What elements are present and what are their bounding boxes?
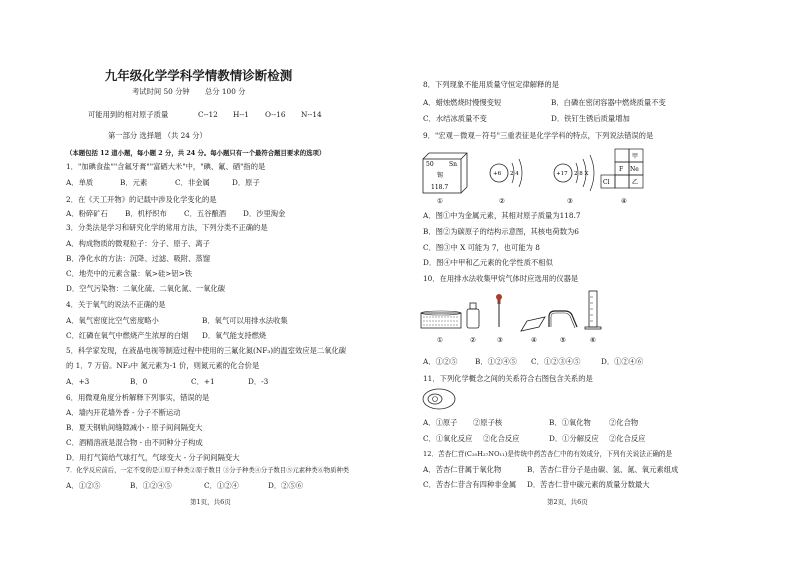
q9-option-a: A．图①中为金属元素，其相对原子质量为118.7 — [423, 211, 581, 220]
q12-option-b: B．苦杏仁苷分子是由碳、氢、氮、氧元素组成 — [527, 465, 679, 474]
delivery-tube-icon — [549, 311, 577, 328]
q8-stem: 8．下列现象不能用质量守恒定律解释的是 — [423, 80, 559, 89]
q3-option-b: B．净化水的方法：沉降、过滤、吸附、蒸馏 — [66, 254, 211, 263]
q2-option-d: D．沙里淘金 — [243, 209, 286, 218]
q7-option-a: A．①②⑤ — [66, 481, 101, 490]
q6-stem: 6．用微观角度分析解释下列事实，错误的是 — [66, 393, 210, 402]
atomic-mass-c: C--12 — [198, 110, 218, 119]
q5-option-a: A．+3 — [66, 377, 90, 386]
q3-option-d: D．空气污染物：二氧化硫、二氧化氮、一氧化碳 — [66, 284, 226, 293]
q10-label-1: ① — [437, 336, 443, 344]
q1-option-b: B．元素 — [120, 178, 148, 187]
exam-time: 考试时间 50 分钟 — [132, 87, 190, 96]
q4-option-b: B．氧气可以用排水法收集 — [202, 316, 288, 325]
q11-option-a: A．①原子 — [423, 418, 458, 427]
q7-option-b: B．①②④⑤ — [130, 481, 172, 490]
grid-cl: Cl — [603, 179, 610, 186]
q11-option-c-part2: ②化合反应 — [483, 434, 520, 443]
q11-stem: 11．下列化学概念之间的关系符合右图包含关系的是 — [423, 374, 593, 383]
atom3-shells: 2 8 X — [574, 171, 589, 177]
part-heading: 第一部分 选择题 （共 24 分） — [108, 131, 207, 140]
q1-option-d: D．原子 — [232, 178, 260, 187]
q10-stem: 10．在用排水法收集甲烷气体时应选用的仪器是 — [423, 274, 579, 283]
q5-option-d: D．-3 — [248, 377, 269, 386]
q9-element-tile — [423, 153, 467, 193]
q4-option-d: D．氧气能支持燃烧 — [202, 331, 267, 340]
q9-label-1: ① — [437, 197, 443, 205]
page-1-footer: 第1页，共6页 — [190, 498, 231, 506]
q4-stem: 4．关于氧气的说法不正确的是 — [66, 300, 166, 309]
q11-option-b-part2: ②化合物 — [609, 418, 639, 427]
q12-option-d: D．苦杏仁苷中碳元素的质量分数最大 — [527, 480, 650, 489]
q1-option-a: A．单质 — [66, 178, 94, 187]
q10-label-6: ⑥ — [590, 336, 596, 344]
q5-stem-line1: 5．科学家发现，在液晶电视等制造过程中使用的三氟化氮(NF₃)的温室效应是二氧化碳 — [66, 346, 347, 355]
atom2-shells: 2 4 — [510, 171, 519, 177]
q7-option-c: C．①②④ — [204, 481, 239, 490]
page-2-footer: 第2页，共6页 — [547, 498, 588, 506]
q11-option-a-part2: ②原子核 — [473, 418, 503, 427]
q9-label-4: ④ — [621, 197, 627, 205]
q11-option-d: D．①分解反应 — [549, 434, 599, 443]
q10-option-b: B．①②④⑤ — [475, 357, 517, 366]
grid-f: F — [619, 166, 624, 173]
grid-yi: 乙 — [632, 179, 639, 186]
q10-option-c: C．①②③④⑤ — [531, 357, 581, 366]
q3-stem: 3．分类法是学习和研究化学的常用方法，下列分类不正确的是 — [66, 223, 268, 232]
q8-option-d: D．铁钉生锈后质量增加 — [551, 114, 630, 123]
q10-apparatus — [417, 287, 637, 345]
q2-option-a: A．粉碎矿石 — [66, 209, 108, 218]
glass-plate-icon — [521, 317, 545, 331]
q5-stem-line2: 的 1．7 万倍。NF₃中 氮元素为-1 价，则氮元素的化合价是 — [66, 361, 260, 370]
q8-option-b: B．白磷在密闭容器中燃烧质量不变 — [551, 98, 666, 107]
grid-ne: Ne — [630, 166, 639, 173]
page-2 — [397, 0, 794, 561]
q1-stem: 1．"加碘食盐""含氟牙膏""富硒大米"中，"碘、氟、硒"指的是 — [66, 162, 266, 171]
atomic-mass-h: H--1 — [233, 110, 249, 119]
exam-title: 九年级化学学科学情教情诊断检测 — [104, 68, 293, 83]
q9-carbon-atom-diagram — [490, 159, 522, 187]
q5-option-c: C．+1 — [191, 377, 215, 386]
tile-mass: 118.7 — [431, 184, 449, 191]
q9-stem: 9．"宏观－微观－符号"三重表征是化学学科的特点，下列说法错误的是 — [423, 131, 654, 140]
dropper-icon — [496, 294, 502, 327]
q12-option-c: C．苦杏仁苷含有四种非金属 — [423, 480, 517, 489]
q6-option-b: B．夏天钢轨间缝隙减小 - 原子间间隔变大 — [66, 423, 203, 432]
atomic-mass-n: N--14 — [301, 110, 322, 119]
q8-option-c: C．水结冰质量不变 — [423, 114, 487, 123]
q5-option-b: B．0 — [130, 377, 148, 386]
q9-chlorine-atom-diagram — [554, 155, 594, 191]
q9-label-2: ② — [499, 197, 505, 205]
q9-option-b: B．图②为碳原子的结构示意图，其核电荷数为6 — [423, 227, 579, 236]
q3-option-a: A．构成物质的微观粒子：分子、原子、离子 — [66, 239, 210, 248]
q10-label-4: ④ — [531, 336, 537, 344]
q4-option-a: A．氧气密度比空气密度略小 — [66, 316, 159, 325]
q6-option-a: A．墙内开花墙外香 - 分子不断运动 — [66, 408, 181, 417]
q2-option-b: B．机杼织布 — [125, 209, 167, 218]
atomic-mass-o: O--16 — [265, 110, 286, 119]
graduated-cylinder-icon — [585, 291, 601, 329]
water-trough-icon — [421, 311, 461, 328]
q12-option-a: A．苦杏仁苷属于氧化物 — [423, 465, 502, 474]
tile-name: 锡 — [437, 172, 444, 179]
q2-stem: 2．在《天工开物》的记载中涉及化学变化的是 — [66, 195, 217, 204]
q8-option-a: A．蜡烛燃烧时慢慢变短 — [423, 98, 502, 107]
instructions: （本题包括 12 道小题，每小题 2 分，共 24 分。每小题只有一个最符合题目要求的选项） — [66, 149, 326, 157]
q10-option-d: D．①②④⑥ — [601, 357, 644, 366]
grid-jia: 甲 — [632, 153, 639, 160]
q7-stem: 7．化学反应前后，一定不变的是①原子种类②原子数目 ③分子种类④分子数目⑤元素种类⑥物质种类 — [66, 467, 350, 474]
q10-label-2: ② — [470, 336, 476, 344]
q9-periodic-grid — [601, 149, 643, 188]
q9-figures — [417, 145, 717, 205]
q10-option-a: A．①②⑤ — [423, 357, 458, 366]
q9-option-d: D．图④中甲和乙元素的化学性质不相似 — [423, 258, 553, 267]
q1-option-c: C．非金属 — [175, 178, 210, 187]
gas-bottle-icon — [467, 303, 479, 328]
q9-label-3: ③ — [567, 197, 573, 205]
total-score: 总分 100 分 — [205, 87, 246, 96]
q9-option-c: C．图③中 X 可能为 7，也可能为 8 — [423, 243, 540, 252]
q10-label-5: ⑤ — [560, 336, 566, 344]
atomic-mass-label: 可能用到的相对原子质量 — [88, 110, 169, 119]
q2-option-c: C．五谷酿酒 — [184, 209, 227, 218]
q11-option-c: C．①氧化反应 — [423, 434, 473, 443]
q11-option-b: B．①氧化物 — [549, 418, 591, 427]
q10-label-3: ③ — [497, 336, 503, 344]
atom2-nucleus: +6 — [493, 171, 502, 177]
q7-option-d: D．②⑤⑥ — [268, 481, 304, 490]
q6-option-d: D．用打气筒给气球打气，气球变大 - 分子间间隔变大 — [66, 453, 240, 462]
q11-containment-diagram — [421, 387, 461, 411]
tile-symbol: Sn — [449, 161, 457, 168]
tile-number: 50 — [426, 161, 434, 168]
atom3-nucleus: +17 — [556, 171, 568, 177]
q3-option-c: C．地壳中的元素含量：氧>硅>铝>铁 — [66, 269, 193, 278]
q4-option-c: C．红磷在氧气中燃烧产生浓厚的白烟 — [66, 331, 189, 340]
q6-option-c: C．酒精溶液是混合物 - 由不同种分子构成 — [66, 438, 203, 447]
q12-stem: 12．苦杏仁苷(C₂₀H₂₇NO₁₁)是传统中药苦杏仁中的有效成分，下列有关说法正确的是 — [423, 450, 673, 458]
q11-option-d-part2: ②化合反应 — [609, 434, 646, 443]
